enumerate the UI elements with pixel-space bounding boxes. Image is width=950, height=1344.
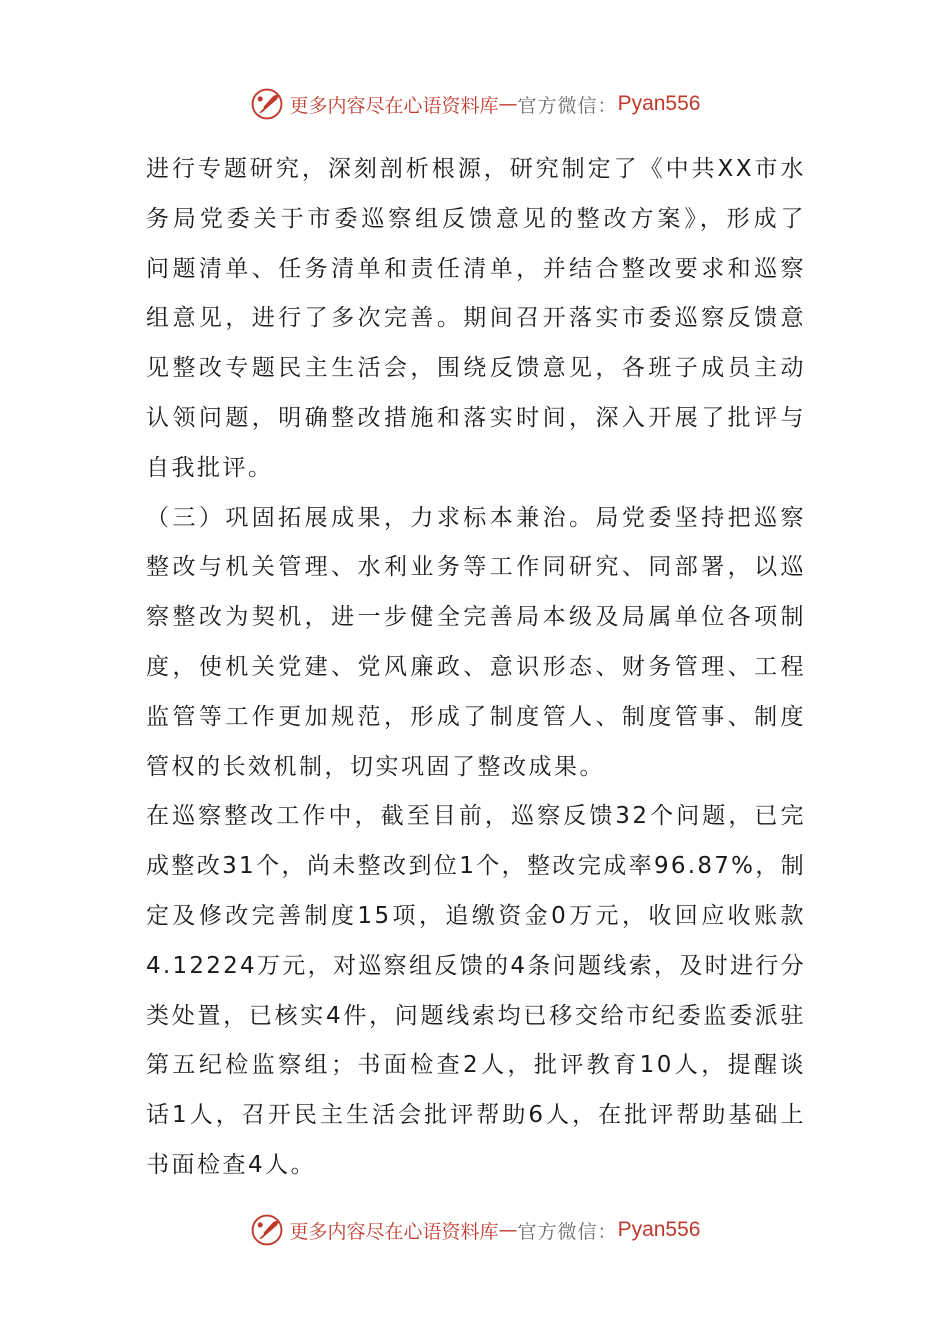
text-line: 第五纪检监察组；书面检查2人，批评教育10人，提醒谈: [146, 1052, 806, 1079]
text-line: 类处置，已核实4件，问题线索均已移交给市纪委监委派驻: [146, 1002, 806, 1029]
watermark-label: 官方微信：: [517, 1220, 618, 1243]
text-line: 问题清单、任务清单和责任清单，并结合整改要求和巡察: [146, 255, 806, 282]
text-line: 管权的长效机制，切实巩固了整改成果。: [146, 753, 605, 780]
text-line: 在巡察整改工作中，截至目前，巡察反馈32个问题，已完: [146, 803, 806, 830]
text-line: 察整改为契机，进一步健全完善局本级及局属单位各项制: [146, 604, 806, 631]
text-line: （三）巩固拓展成果，力求标本兼治。局党委坚持把巡察: [146, 504, 806, 531]
watermark-wechat-id: Pyan556: [617, 92, 701, 115]
footer-watermark: [0, 1210, 950, 1250]
text-line: 度，使机关党建、党风廉政、意识形态、财务管理、工程: [146, 653, 806, 680]
watermark-site-name: 更多内容尽在心语资料库: [289, 1220, 499, 1243]
text-line: 监管等工作更加规范，形成了制度管人、制度管事、制度: [146, 703, 806, 730]
text-line: 组意见，进行了多次完善。期间召开落实市委巡察反馈意: [146, 305, 806, 332]
quill-pen-logo-icon: [250, 1213, 284, 1247]
paragraph-2: [146, 494, 806, 793]
text-line: 定及修改完善制度15项，追缴资金0万元，收回应收账款: [146, 902, 806, 929]
quill-pen-logo-icon: [250, 87, 284, 121]
text-line: 务局党委关于市委巡察组反馈意见的整改方案》，形成了: [146, 205, 806, 232]
text-line: 进行专题研究，深刻剖析根源，研究制定了《中共XX市水: [146, 156, 806, 182]
text-line: 4.12224万元，对巡察组反馈的4条问题线索，及时进行分: [146, 952, 806, 979]
paragraph-1: [146, 145, 806, 494]
text-line: 自我批评。: [146, 454, 274, 481]
watermark-wechat-id: Pyan556: [617, 1218, 701, 1241]
text-line: 见整改专题民主生活会，围绕反馈意见，各班子成员主动: [146, 355, 806, 382]
header-watermark: [0, 84, 950, 124]
text-line: 成整改31个，尚未整改到位1个，整改完成率96.87%，制: [146, 853, 806, 880]
watermark-dash: —: [498, 1219, 518, 1241]
text-line: 认领问题，明确整改措施和落实时间，深入开展了批评与: [146, 404, 806, 431]
paragraph-3: [146, 792, 806, 1190]
text-line: 话1人，召开民主生活会批评帮助6人，在批评帮助基础上: [146, 1102, 806, 1129]
text-line: 整改与机关管理、水利业务等工作同研究、同部署，以巡: [146, 554, 806, 581]
watermark-site-name: 更多内容尽在心语资料库: [289, 94, 499, 117]
document-body: [146, 145, 806, 1191]
watermark-label: 官方微信：: [517, 94, 618, 117]
watermark-dash: —: [498, 93, 518, 115]
text-line: 书面检查4人。: [146, 1151, 317, 1178]
